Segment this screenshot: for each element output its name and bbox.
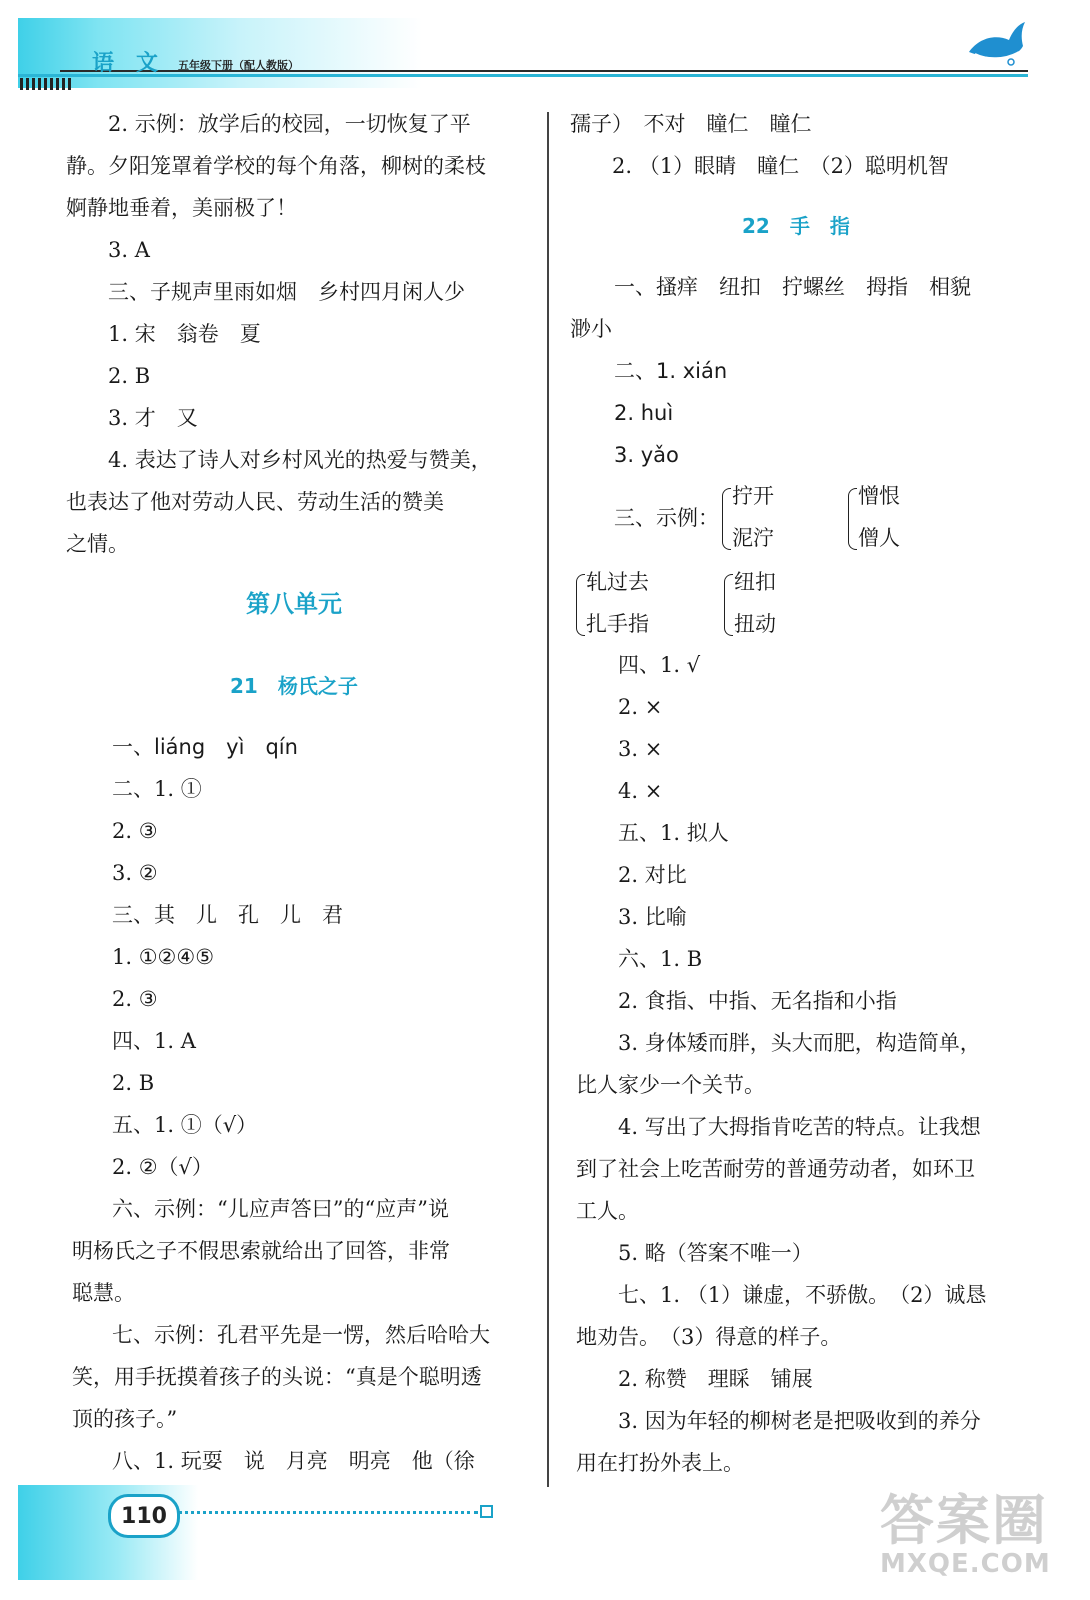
answer-line: 静。夕阳笼罩着学校的每个角落，柳树的柔枝 bbox=[66, 154, 486, 178]
lesson-heading: 22 手 指 bbox=[742, 214, 850, 238]
answer-line: 3. 身体矮而胖，头大而肥，构造简单， bbox=[618, 1031, 981, 1055]
brace-item: 扭动 bbox=[734, 612, 776, 636]
answer-line: 2. 称赞 理睬 铺展 bbox=[618, 1367, 813, 1391]
answer-line: 工人。 bbox=[576, 1199, 639, 1223]
footer-square-icon bbox=[480, 1505, 493, 1518]
answer-line: 三、示例： bbox=[614, 506, 719, 530]
answer-line: 3. ② bbox=[112, 861, 158, 885]
answer-line: 2. ③ bbox=[112, 987, 158, 1011]
answer-line: 3. 才 又 bbox=[108, 406, 198, 430]
watermark-text: 答案圈 bbox=[880, 1489, 1048, 1552]
answer-line: 用在打扮外表上。 bbox=[576, 1451, 744, 1475]
brace-item: 拧开 bbox=[732, 484, 774, 508]
brace-item: 憎恨 bbox=[858, 484, 900, 508]
answer-line: 2. B bbox=[112, 1071, 155, 1095]
answer-line: 地劝告。 （3）得意的样子。 bbox=[576, 1325, 842, 1349]
brace-item: 轧过去 bbox=[586, 570, 649, 594]
answer-line: 2. huì bbox=[614, 401, 674, 425]
answer-line: 二、1. xián bbox=[614, 359, 728, 383]
answer-line: 4. × bbox=[618, 779, 663, 803]
answer-line: 3. 比喻 bbox=[618, 905, 687, 929]
answer-line: 孺子） 不对 瞳仁 瞳仁 bbox=[570, 112, 812, 136]
answer-line: 婀静地垂着，美丽极了！ bbox=[66, 196, 297, 220]
answer-line: 2. ②（√） bbox=[112, 1155, 213, 1179]
brace-mark bbox=[724, 574, 733, 636]
answer-line: 5. 略（答案不唯一） bbox=[618, 1241, 813, 1265]
answer-line: 三、其 儿 孔 儿 君 bbox=[112, 903, 343, 927]
answer-line: 四、1. A bbox=[112, 1029, 196, 1053]
dolphin-logo-icon bbox=[965, 18, 1029, 68]
page-number: 110 bbox=[108, 1494, 180, 1538]
brace-mark bbox=[576, 574, 585, 636]
answer-line: 五、1. ①（√） bbox=[112, 1113, 258, 1137]
unit-heading: 第八单元 bbox=[246, 590, 342, 618]
answer-line: 明杨氏之子不假思索就给出了回答，非常 bbox=[72, 1239, 450, 1263]
brace-mark bbox=[848, 488, 857, 550]
brace-mark bbox=[722, 488, 731, 550]
answer-line: 2. 对比 bbox=[618, 863, 687, 887]
answer-line: 四、1. √ bbox=[618, 653, 701, 677]
answer-line: 一、搔痒 纽扣 拧螺丝 拇指 相貌 bbox=[614, 275, 971, 299]
answer-line: 也表达了他对劳动人民、劳动生活的赞美 bbox=[66, 490, 444, 514]
answer-line: 八、1. 玩耍 说 月亮 明亮 他（徐 bbox=[112, 1449, 475, 1473]
grade-label: 五年级下册（配人教版） bbox=[178, 59, 299, 72]
answer-line: 六、1. B bbox=[618, 947, 703, 971]
answer-line: 笑，用手抚摸着孩子的头说：“真是个聪明透 bbox=[72, 1365, 482, 1389]
answer-line: 2. （1）眼睛 瞳仁 （2）聪明机智 bbox=[612, 154, 949, 178]
answer-line: 到了社会上吃苦耐劳的普通劳动者，如环卫 bbox=[576, 1157, 975, 1181]
barcode-decoration bbox=[20, 78, 71, 90]
answer-line: 3. yǎo bbox=[614, 443, 679, 467]
answer-line: 渺小 bbox=[570, 317, 612, 341]
brace-item: 僧人 bbox=[858, 526, 900, 550]
answer-line: 五、1. 拟人 bbox=[618, 821, 729, 845]
lesson-heading: 21 杨氏之子 bbox=[230, 674, 358, 698]
answer-line: 3. × bbox=[618, 737, 663, 761]
brace-item: 纽扣 bbox=[734, 570, 776, 594]
answer-line: 2. × bbox=[618, 695, 663, 719]
watermark-logo bbox=[880, 1478, 1070, 1588]
answer-line: 2. 示例：放学后的校园，一切恢复了平 bbox=[108, 112, 471, 136]
answer-line: 3. 因为年轻的柳树老是把吸收到的养分 bbox=[618, 1409, 981, 1433]
answer-line: 三、子规声里雨如烟 乡村四月闲人少 bbox=[108, 280, 465, 304]
answer-line: 比人家少一个关节。 bbox=[576, 1073, 765, 1097]
answer-line: 1. 宋 翁卷 夏 bbox=[108, 322, 261, 346]
answer-line: 七、1. （1）谦虚，不骄傲。 （2）诚恳 bbox=[618, 1283, 987, 1307]
answer-line: 聪慧。 bbox=[72, 1281, 135, 1305]
answer-line: 之情。 bbox=[66, 532, 129, 556]
subject-title: 语文 bbox=[92, 50, 181, 76]
answer-line: 2. B bbox=[108, 364, 151, 388]
answer-line: 七、示例：孔君平先是一愣，然后哈哈大 bbox=[112, 1323, 490, 1347]
answer-line: 2. 食指、中指、无名指和小指 bbox=[618, 989, 897, 1013]
answer-line: 1. ①②④⑤ bbox=[112, 945, 215, 969]
answer-line: 一、liáng yì qín bbox=[112, 735, 298, 759]
watermark-domain: MXQE.COM bbox=[880, 1549, 1051, 1579]
answer-line: 六、示例：“儿应声答曰”的“应声”说 bbox=[112, 1197, 449, 1221]
answer-line: 二、1. ① bbox=[112, 777, 202, 801]
answer-line: 2. ③ bbox=[112, 819, 158, 843]
answer-line: 顶的孩子。” bbox=[72, 1407, 178, 1431]
brace-item: 泥泞 bbox=[732, 526, 774, 550]
column-divider bbox=[547, 112, 549, 1487]
answer-line: 3. A bbox=[108, 238, 150, 262]
footer-dotted-rule bbox=[178, 1511, 478, 1514]
answer-line: 4. 表达了诗人对乡村风光的热爱与赞美， bbox=[108, 448, 492, 472]
brace-item: 扎手指 bbox=[586, 612, 649, 636]
answer-line: 4. 写出了大拇指肯吃苦的特点。让我想 bbox=[618, 1115, 981, 1139]
